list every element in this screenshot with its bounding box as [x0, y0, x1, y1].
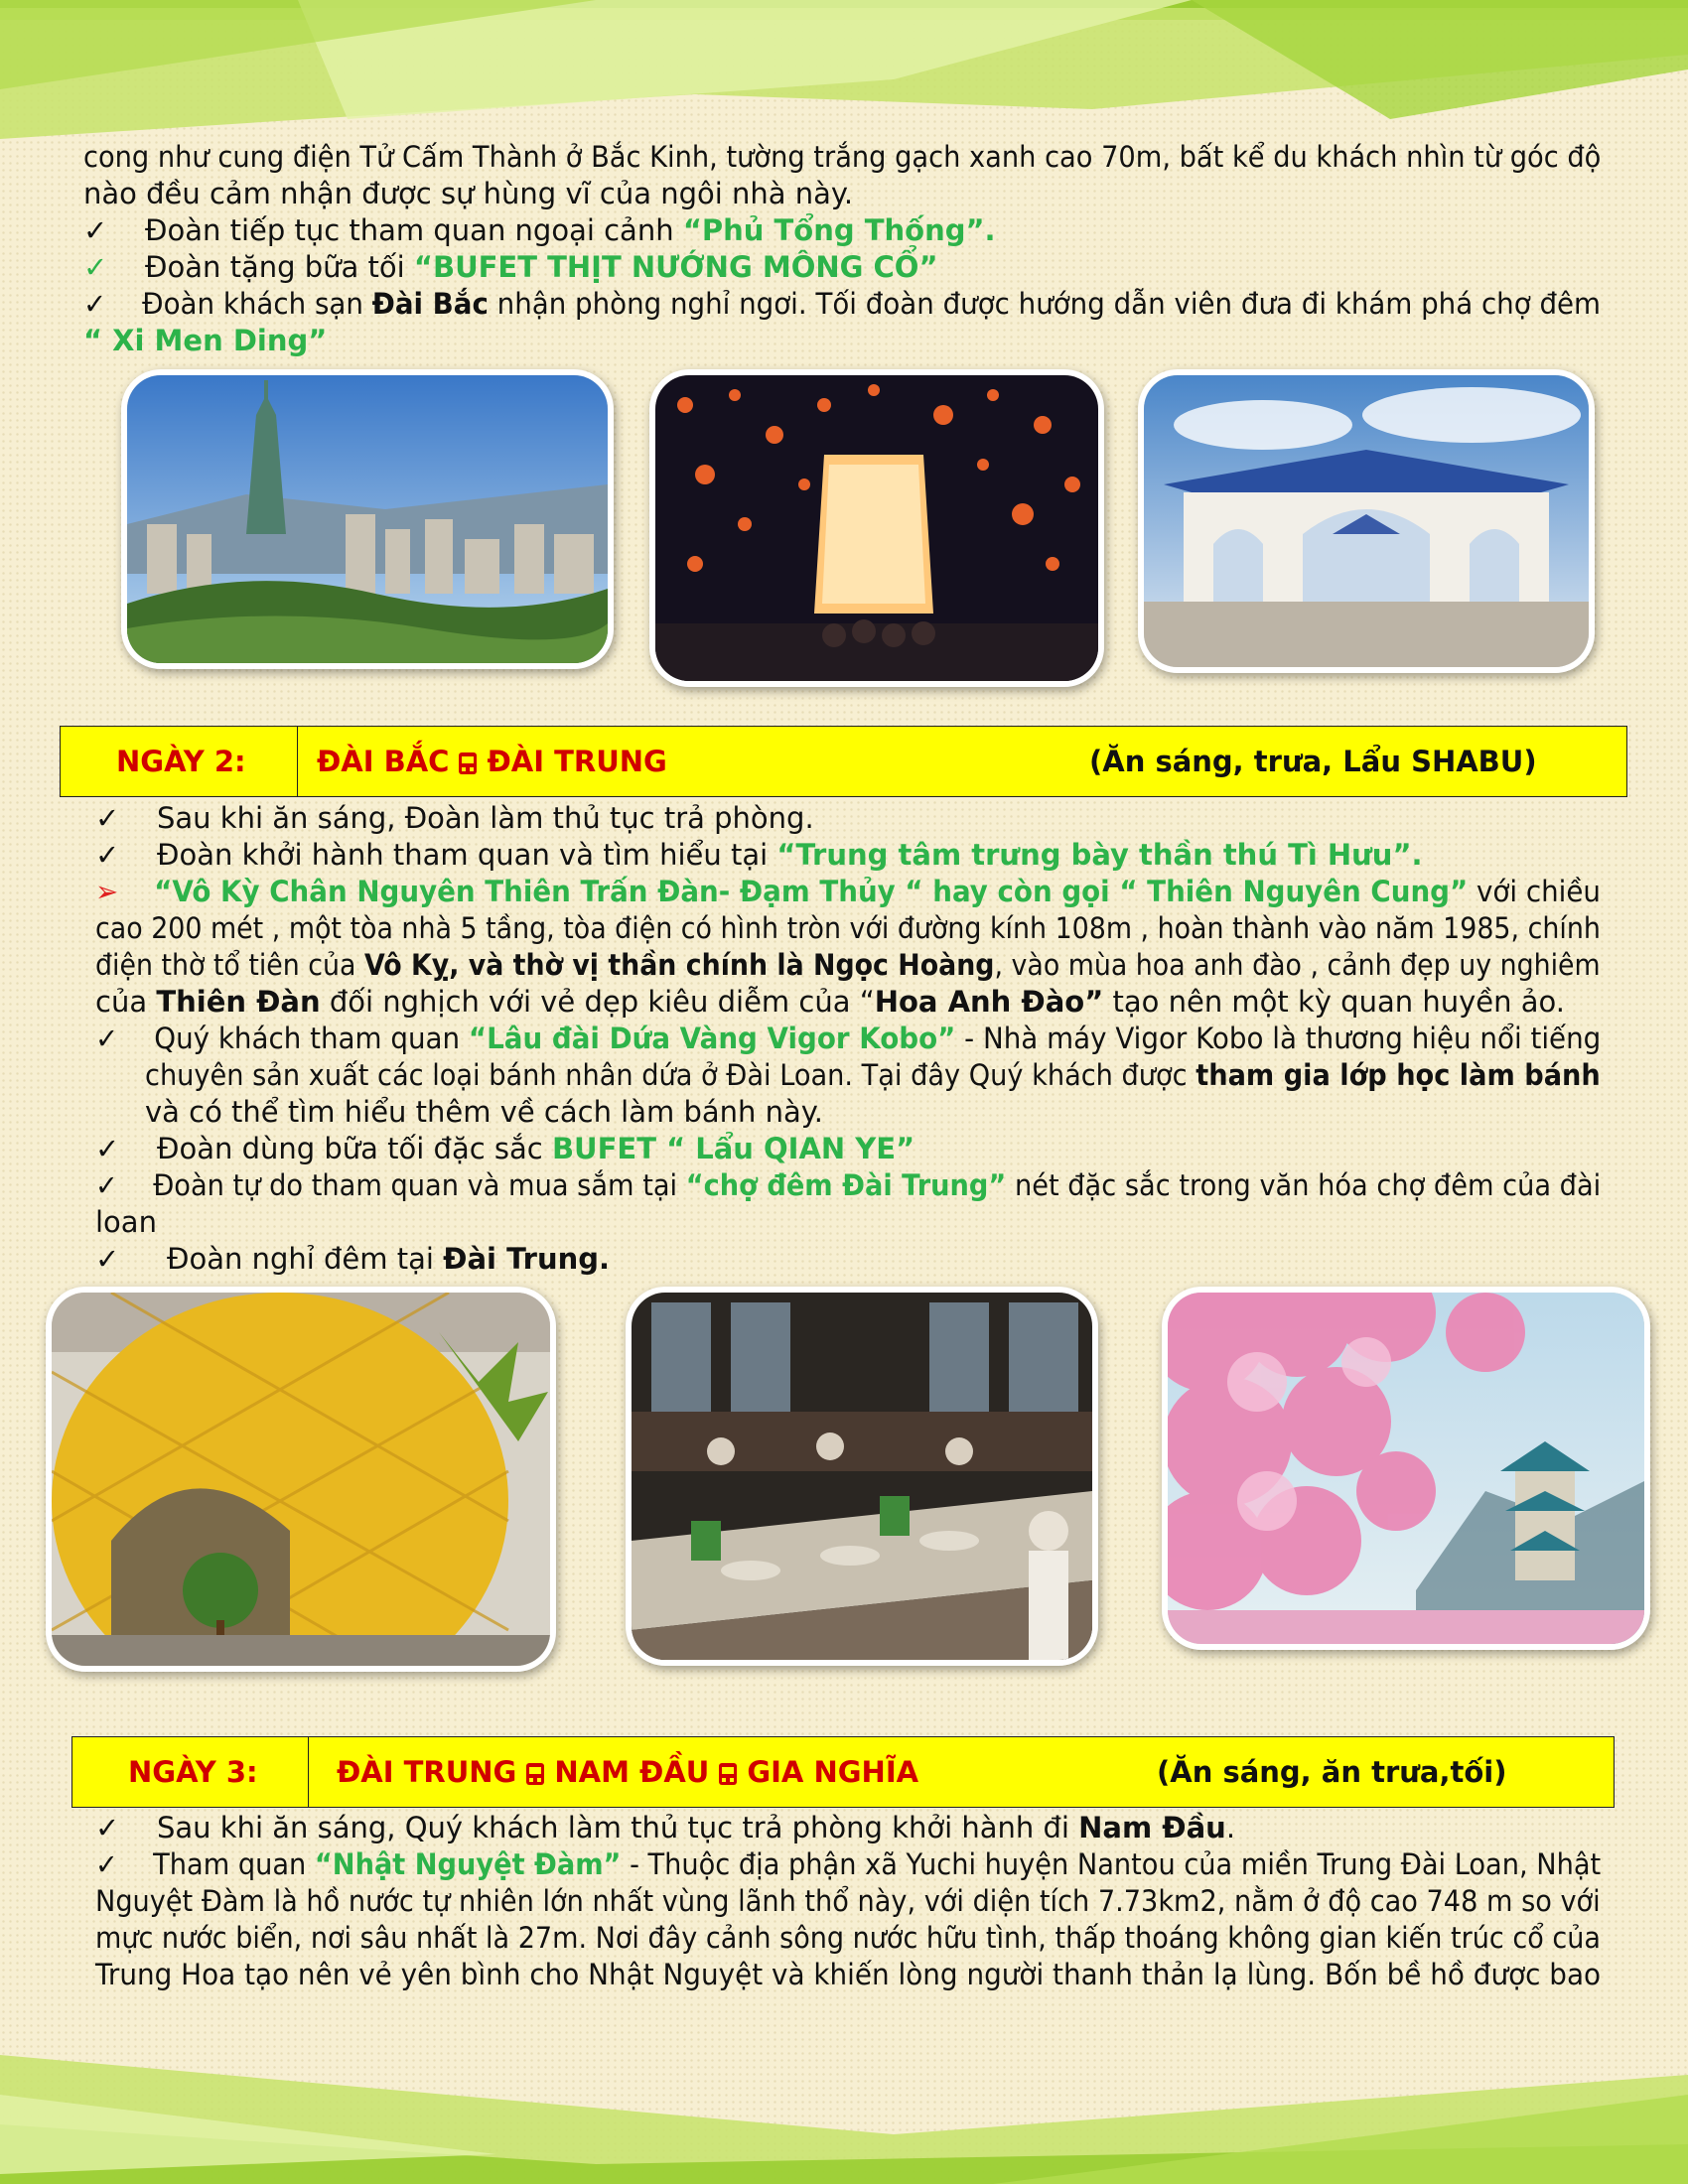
day-2-route: ĐÀI BẮC ĐÀI TRUNG: [317, 745, 667, 778]
sky-lanterns-photo: [655, 375, 1098, 681]
bus-icon: [459, 752, 477, 774]
pineapple-castle-photo: [52, 1293, 550, 1666]
top-green-decoration: [0, 0, 1688, 149]
day-2-label: NGÀY 2:: [116, 745, 246, 778]
check-icon: ✓: [83, 213, 108, 247]
day3-item-2-line-4: Trung Hoa tạo nên vẻ yên bình cho Nhật Nguyệt và khiến lòng người thanh thản lạ lùng. Bốn bề hồ được bao: [95, 1958, 1602, 1991]
day2-item-5: ✓ Đoàn dùng bữa tối đặc sắc BUFET “ Lẩu QIAN YE”: [95, 1132, 915, 1165]
check-icon: ✓: [95, 1022, 119, 1055]
intro-item-2: ✓ Đoàn tặng bữa tối “BUFET THỊT NƯỚNG MÔNG CỔ”: [83, 250, 938, 284]
day2-item-7: ✓ Đoàn nghỉ đêm tại Đài Trung.: [95, 1242, 611, 1276]
check-icon: ✓: [83, 250, 108, 284]
intro-item-3-cont: “ Xi Men Ding”: [83, 324, 328, 357]
day-2-meals: (Ăn sáng, trưa, Lẩu SHABU): [1089, 745, 1537, 778]
day2-item-3-line-2: cao 200 mét , một tòa nhà 5 tầng, tòa điện có hình tròn với đường kính 108m , hoàn thành vào năm 1985, chính: [95, 911, 1601, 945]
day3-item-2: ✓ Tham quan “Nhật Nguyệt Đàm” - Thuộc địa phận xã Yuchi huyện Nantou của miền Trung Đài Loan, Nhật: [95, 1847, 1602, 1881]
day2-item-3: ➢ “Vô Kỳ Chân Nguyên Thiên Trấn Đàn- Đạm Thủy “ hay còn gọi “ Thiên Nguyên Cung” với chiều: [95, 875, 1601, 908]
day-3-meals: (Ăn sáng, ăn trưa,tối): [1157, 1755, 1507, 1789]
day-2-header: [60, 726, 1627, 797]
day3-item-2-line-2: Nguyệt Đàm là hồ nước tự nhiên lớn nhất vùng lãnh thổ này, với diện tích 7.73km2, nằm ở độ cao 748 m so với: [95, 1884, 1601, 1918]
check-icon: ✓: [95, 1168, 118, 1202]
day2-item-3-line-4: của Thiên Đàn đối nghịch với vẻ dẹp kiêu diễm của “Hoa Anh Đào” tạo nên một kỳ quan huyền ảo.: [95, 985, 1565, 1019]
day2-item-4-line-2: chuyên sản xuất các loại bánh nhân dứa ở Đài Loan. Tại đây Quý khách được tham gia lớp học làm bánh: [145, 1058, 1601, 1092]
intro-item-3: ✓ Đoàn khách sạn Đài Bắc nhận phòng nghỉ ngơi. Tối đoàn được hướng dẫn viên đưa đi khám phá chợ đêm: [83, 287, 1602, 321]
day2-item-3-line-3: điện thờ tổ tiên của Vô Kỵ, và thờ vị thần chính là Ngọc Hoàng, vào mùa hoa anh đào , cảnh đẹp uy nghiêm: [95, 948, 1601, 982]
day-3-label: NGÀY 3:: [128, 1755, 258, 1789]
bus-icon: [526, 1763, 544, 1785]
check-icon: ✓: [95, 801, 120, 835]
check-icon: ✓: [95, 838, 120, 872]
intro-line-2: nào đều cảm nhận được sự hùng vĩ của ngôi nhà này.: [83, 177, 854, 210]
hotpot-buffet-photo: [632, 1293, 1092, 1660]
day3-item-1: ✓ Sau khi ăn sáng, Quý khách làm thủ tục trả phòng khởi hành đi Nam Đầu.: [95, 1811, 1236, 1844]
cherry-blossom-temple-photo: [1168, 1293, 1644, 1644]
day2-item-6-line-2: loan: [95, 1205, 157, 1239]
day2-item-1: ✓ Sau khi ăn sáng, Đoàn làm thủ tục trả phòng.: [95, 801, 814, 835]
day2-item-6: ✓ Đoàn tự do tham quan và mua sắm tại “chợ đêm Đài Trung” nét đặc sắc trong văn hóa chợ đêm của đài: [95, 1168, 1602, 1202]
day3-item-2-line-3: mực nước biển, nơi sâu nhất là 27m. Nơi đây cảnh sông nước hữu tình, thấp thoáng không gian kiến trúc cổ của: [95, 1921, 1601, 1955]
check-icon: ✓: [95, 1132, 120, 1165]
day-3-header: [71, 1736, 1615, 1808]
intro-line-1: cong như cung điện Tử Cấm Thành ở Bắc Kinh, tường trắng gạch xanh cao 70m, bất kể du khách nhìn từ góc độ: [83, 140, 1602, 174]
check-icon: ✓: [95, 1847, 118, 1881]
bottom-green-decoration: [0, 2035, 1688, 2184]
check-icon: ✓: [95, 1242, 120, 1276]
day2-item-4-line-3: và có thể tìm hiểu thêm về cách làm bánh này.: [145, 1095, 824, 1129]
day2-item-2: ✓ Đoàn khởi hành tham quan và tìm hiểu tại “Trung tâm trưng bày thần thú Tì Hưu”.: [95, 838, 1423, 872]
check-icon: ✓: [83, 287, 107, 321]
arrow-bullet-icon: ➢: [95, 875, 119, 908]
day-3-route: ĐÀI TRUNG NAM ĐẦU GIA NGHĨA: [337, 1755, 919, 1789]
memorial-gate-photo: [1144, 375, 1589, 667]
bus-icon: [719, 1763, 737, 1785]
taipei-skyline-photo: [127, 375, 608, 663]
day2-item-4: ✓ Quý khách tham quan “Lâu đài Dứa Vàng Vigor Kobo” - Nhà máy Vigor Kobo là thương hiệu nổi tiếng: [95, 1022, 1602, 1055]
intro-item-1: ✓ Đoàn tiếp tục tham quan ngoại cảnh “Phủ Tổng Thống”.: [83, 213, 996, 247]
check-icon: ✓: [95, 1811, 120, 1844]
